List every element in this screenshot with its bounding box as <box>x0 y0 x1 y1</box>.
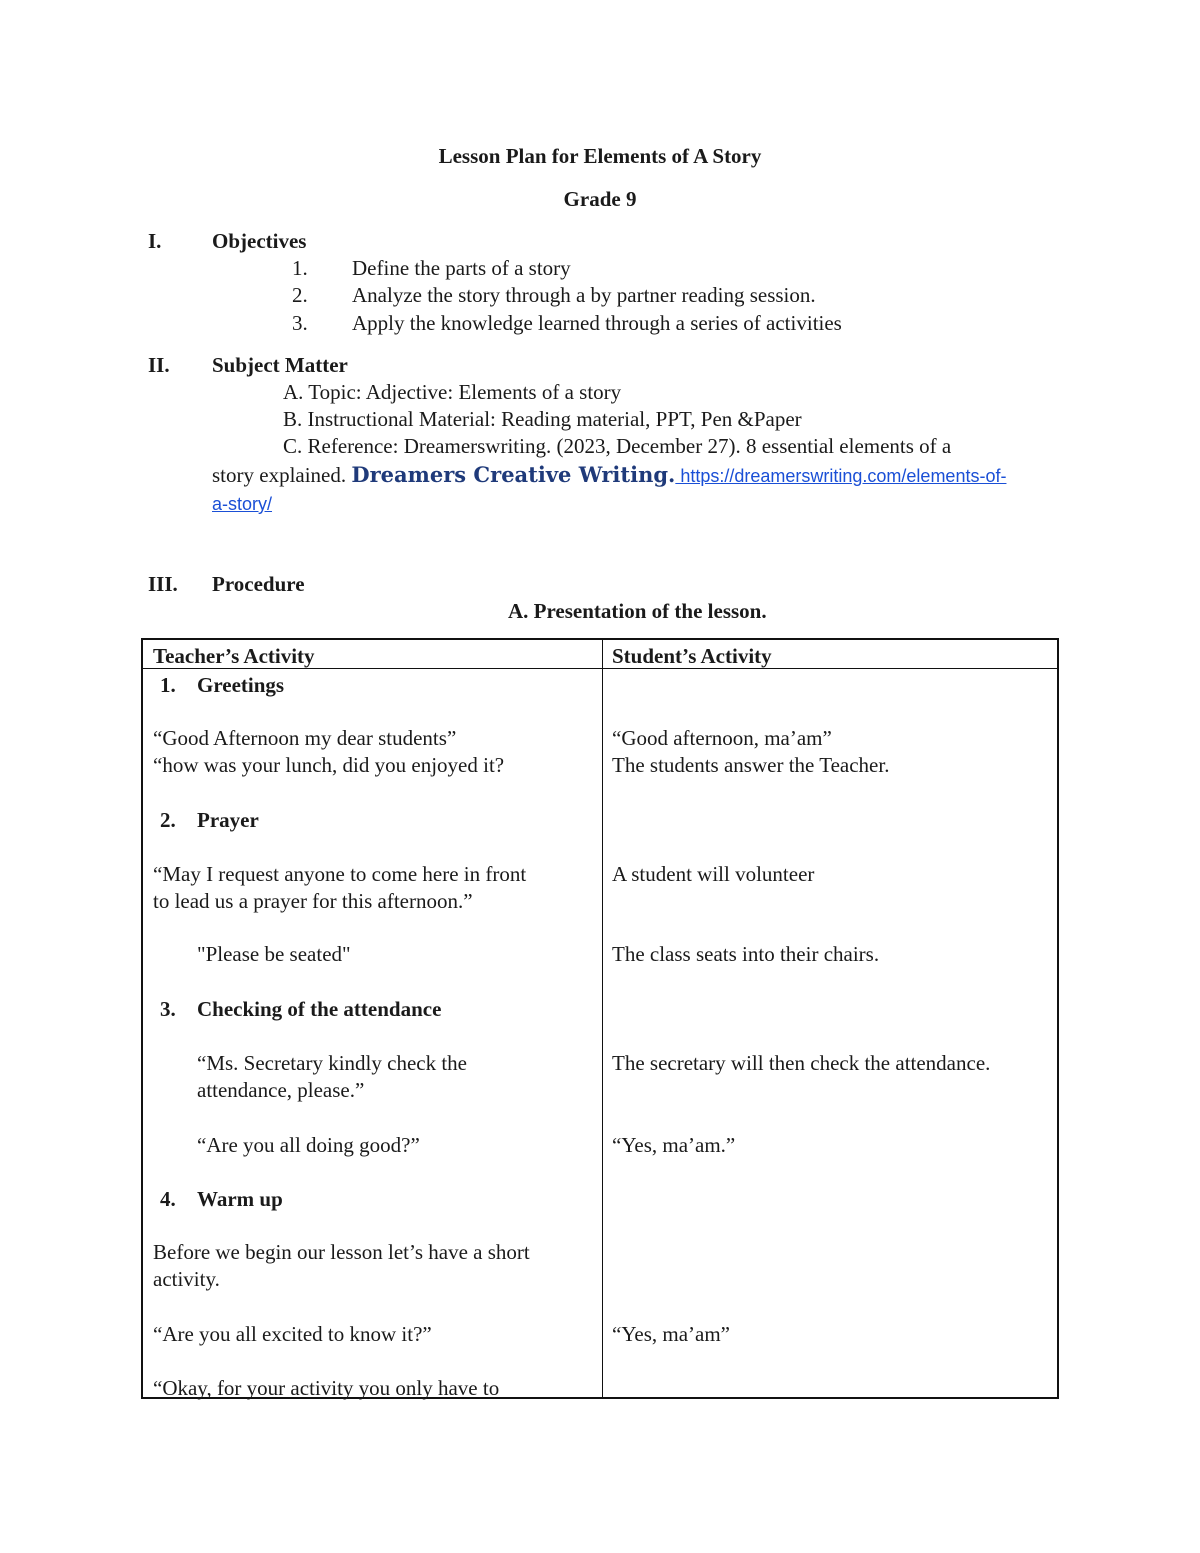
grade-label: Grade 9 <box>563 187 637 211</box>
reference-prefix: story explained. <box>212 463 352 487</box>
teacher-line: Before we begin our lesson let’s have a short <box>153 1240 530 1264</box>
step-number: 4. <box>160 1187 176 1211</box>
subject-reference: C. Reference: Dreamerswriting. (2023, December 27). 8 essential elements of a <box>283 434 952 458</box>
step-title-greetings: Greetings <box>197 673 285 697</box>
header-student-activity: Student’s Activity <box>612 644 772 668</box>
teacher-line: “Okay, for your activity you only have to <box>153 1376 500 1400</box>
step-number: 2. <box>160 808 176 832</box>
table-column-divider <box>602 640 603 1397</box>
teacher-line: "Please be seated" <box>197 942 351 966</box>
step-title-warmup: Warm up <box>197 1187 283 1211</box>
section-heading-subject: Subject Matter <box>212 353 348 377</box>
teacher-line: “Are you all doing good?” <box>197 1133 420 1157</box>
teacher-line: “Are you all excited to know it?” <box>153 1322 432 1346</box>
step-title-attendance: Checking of the attendance <box>197 997 442 1021</box>
procedure-subheading: A. Presentation of the lesson. <box>508 599 767 623</box>
objective-item: Apply the knowledge learned through a series of activities <box>352 311 842 335</box>
student-line: “Yes, ma’am.” <box>612 1133 736 1157</box>
section-numeral-objectives: I. <box>148 229 162 253</box>
objective-number: 1. <box>292 256 308 280</box>
teacher-line: “Good Afternoon my dear students” <box>153 726 457 750</box>
student-line: The students answer the Teacher. <box>612 753 890 777</box>
activity-table <box>141 638 1059 1399</box>
reference-link-continued[interactable]: a-story/ <box>212 494 273 514</box>
teacher-line: to lead us a prayer for this afternoon.” <box>153 889 473 913</box>
objective-item: Analyze the story through a by partner reading session. <box>352 283 816 307</box>
step-number: 1. <box>160 673 176 697</box>
objective-number: 2. <box>292 283 308 307</box>
section-heading-objectives: Objectives <box>212 229 307 253</box>
student-line: “Yes, ma’am” <box>612 1322 731 1346</box>
reference-link[interactable]: https://dreamerswriting.com/elements-of- <box>675 466 1007 486</box>
section-numeral-procedure: III. <box>148 572 178 596</box>
subject-material: B. Instructional Material: Reading material, PPT, Pen &Paper <box>283 407 802 431</box>
subject-topic: A. Topic: Adjective: Elements of a story <box>283 380 622 404</box>
student-line: The class seats into their chairs. <box>612 942 880 966</box>
objective-number: 3. <box>292 311 308 335</box>
section-heading-procedure: Procedure <box>212 572 305 596</box>
objective-item: Define the parts of a story <box>352 256 571 280</box>
document-title: Lesson Plan for Elements of A Story <box>438 144 762 168</box>
header-teacher-activity: Teacher’s Activity <box>153 644 315 668</box>
reference-continuation <box>212 462 1006 488</box>
section-numeral-subject: II. <box>148 353 170 377</box>
teacher-line: “Ms. Secretary kindly check the <box>197 1051 467 1075</box>
step-title-prayer: Prayer <box>197 808 259 832</box>
teacher-line: “May I request anyone to come here in front <box>153 862 527 886</box>
student-line: “Good afternoon, ma’am” <box>612 726 832 750</box>
teacher-line: activity. <box>153 1267 220 1291</box>
teacher-line: “how was your lunch, did you enjoyed it? <box>153 753 505 777</box>
student-line: A student will volunteer <box>612 862 815 886</box>
reference-brand: Dreamers Creative Writing. <box>351 462 676 487</box>
student-line: The secretary will then check the attendance. <box>612 1051 991 1075</box>
step-number: 3. <box>160 997 176 1021</box>
teacher-line: attendance, please.” <box>197 1078 365 1102</box>
